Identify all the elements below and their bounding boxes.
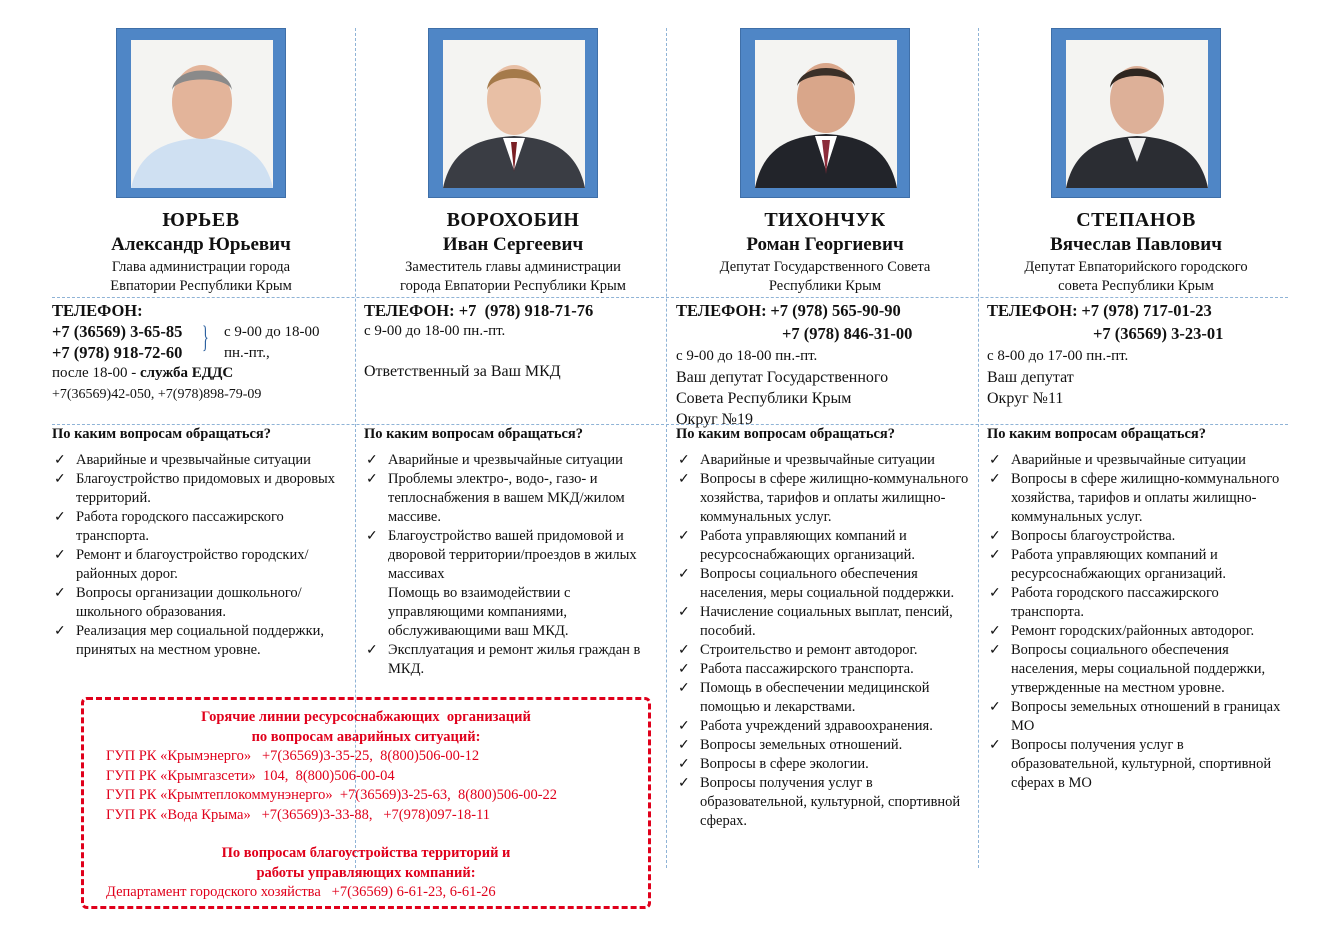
post-line: Глава администрации города	[111, 259, 291, 275]
checkmark-icon: ✓	[678, 643, 690, 658]
checkmark-icon: ✓	[678, 567, 690, 582]
hotline-line: ГУП РК «Крымгазсети» 104, 8(800)506-00-04	[106, 767, 395, 784]
post-line: города Евпатории Республики Крым	[400, 278, 626, 294]
phone-number: +7 (36569) 3-23-01	[1093, 324, 1224, 343]
list-item	[987, 451, 1283, 470]
questions-list	[987, 451, 1283, 793]
questions-heading: По каким вопросам обращаться?	[364, 426, 584, 442]
list-item-text: Помощь в обеспечении медицинской помощью и лекарствами.	[700, 680, 930, 715]
portrait-photo	[428, 28, 598, 198]
list-item	[364, 584, 660, 641]
list-item	[987, 546, 1283, 584]
checkmark-icon: ✓	[678, 719, 690, 734]
list-item-text: Работа управляющих компаний и ресурсоснабжающих организаций.	[700, 528, 916, 563]
person-post	[52, 258, 350, 296]
phone-block	[52, 321, 352, 363]
district-number: Округ №11	[987, 390, 1064, 407]
checkmark-icon: ✓	[54, 510, 66, 525]
phone-line	[987, 323, 1287, 346]
person-surname: ЮРЬЕВ	[162, 209, 240, 231]
phone-line	[676, 323, 976, 346]
questions-heading: По каким вопросам обращаться?	[676, 426, 896, 442]
checkmark-icon: ✓	[678, 453, 690, 468]
phone-label: ТЕЛЕФОН:	[987, 301, 1078, 320]
responsibility-note: Ответственный за Ваш МКД	[364, 363, 561, 380]
list-item-text: Аварийные и чрезвычайные ситуации	[388, 452, 623, 468]
list-item-text: Ремонт городских/районных автодорог.	[1011, 623, 1255, 639]
checkmark-icon: ✓	[989, 738, 1001, 753]
post-line: Республики Крым	[768, 278, 882, 294]
row-divider	[52, 424, 1288, 425]
questions-list	[364, 451, 660, 679]
person-name: Роман Георгиевич	[746, 234, 904, 255]
column-divider	[666, 28, 667, 868]
checkmark-icon: ✓	[54, 624, 66, 639]
list-item	[676, 736, 972, 755]
checkmark-icon: ✓	[678, 529, 690, 544]
checkmark-icon: ✓	[54, 586, 66, 601]
checkmark-icon: ✓	[989, 643, 1001, 658]
list-item-text: Работа пассажирского транспорта.	[700, 661, 914, 677]
checkmark-icon: ✓	[678, 662, 690, 677]
list-item-text: Ремонт и благоустройство городских/районных дорог.	[76, 547, 309, 582]
list-item	[364, 470, 660, 527]
post-line: совета Республики Крым	[1058, 278, 1214, 294]
list-item-text: Работа городского пассажирского транспорта.	[1011, 585, 1219, 620]
row-divider	[52, 297, 1288, 298]
list-item-text: Аварийные и чрезвычайные ситуации	[700, 452, 935, 468]
contact-info	[987, 300, 1287, 409]
hotline-title: Горячие линии ресурсоснабжающих организаций	[201, 709, 531, 725]
list-item	[987, 641, 1283, 698]
checkmark-icon: ✓	[989, 529, 1001, 544]
checkmark-icon: ✓	[366, 472, 378, 487]
post-line: Депутат Государственного Совета	[719, 259, 931, 275]
list-item	[364, 641, 660, 679]
list-item	[987, 527, 1283, 546]
work-hours: с 9-00 до 18-00 пн.-пт.	[676, 348, 818, 364]
checkmark-icon: ✓	[989, 453, 1001, 468]
department-line: Департамент городского хозяйства +7(36569) 6-61-23, 6-61-26	[106, 884, 496, 900]
person-surname: ТИХОНЧУК	[764, 209, 886, 231]
district-number: Округ №19	[676, 411, 753, 428]
phone-line	[987, 300, 1287, 323]
contact-info	[52, 300, 352, 405]
list-item	[987, 584, 1283, 622]
checkmark-icon: ✓	[989, 472, 1001, 487]
list-item-text: Начисление социальных выплат, пенсий, пособий.	[700, 604, 953, 639]
hotline-subtitle: по вопросам аварийных ситуаций:	[251, 728, 481, 745]
checkmark-icon: ✓	[678, 738, 690, 753]
questions-heading: По каким вопросам обращаться?	[52, 426, 272, 442]
list-item-text: Работа учреждений здравоохранения.	[700, 718, 933, 734]
list-item	[52, 584, 348, 622]
list-item	[52, 508, 348, 546]
deputy-note: Ваш депутат	[987, 369, 1074, 386]
checkmark-icon: ✓	[989, 700, 1001, 715]
list-item	[676, 603, 972, 641]
list-item-text: Вопросы организации дошкольного/школьного образования.	[76, 585, 302, 620]
phone-line	[676, 300, 976, 323]
phone-number: +7 (978) 918-72-60	[52, 343, 183, 362]
deputy-note: Совета Республики Крым	[676, 390, 852, 407]
list-item	[52, 546, 348, 584]
list-item-text: Вопросы получения услуг в образовательной, культурной, спортивной сферах.	[700, 775, 961, 829]
person-post	[987, 258, 1285, 296]
list-item-text: Благоустройство придомовых и дворовых территорий.	[76, 471, 336, 506]
list-item-text: Вопросы в сфере жилищно-коммунального хозяйства, тарифов и оплаты жилищно-коммунальных услуг.	[700, 471, 969, 525]
checkmark-icon: ✓	[54, 472, 66, 487]
list-item	[676, 527, 972, 565]
phone-number: +7 (978) 717-01-23	[1081, 301, 1212, 320]
list-item-text: Вопросы в сфере экологии.	[700, 756, 869, 772]
questions-list	[52, 451, 348, 660]
person-name: Иван Сергеевич	[442, 234, 584, 255]
checkmark-icon: ✓	[989, 586, 1001, 601]
checkmark-icon: ✓	[366, 529, 378, 544]
list-item	[676, 660, 972, 679]
phone-number: +7 (978) 565-90-90	[770, 301, 901, 320]
after-hours	[52, 363, 352, 384]
post-line: Депутат Евпаторийского городского	[1024, 259, 1248, 275]
questions-heading: По каким вопросам обращаться?	[987, 426, 1207, 442]
list-item-text: Вопросы получения услуг в образовательной, культурной, спортивной сферах в МО	[1011, 737, 1272, 791]
list-item	[676, 774, 972, 831]
list-item-text: Проблемы электро-, водо-, газо- и теплоснабжения в вашем МКД/жилом массиве.	[388, 471, 625, 525]
checkmark-icon: ✓	[54, 548, 66, 563]
checkmark-icon: ✓	[366, 453, 378, 468]
list-item-text: Строительство и ремонт автодорог.	[700, 642, 918, 658]
list-item-text: Помощь во взаимодействии с управляющими компаниями, обслуживающими ваш МКД.	[388, 585, 571, 639]
checkmark-icon: ✓	[678, 605, 690, 620]
extra-phones: +7(36569)42-050, +7(978)898-79-09	[52, 387, 262, 402]
checkmark-icon: ✓	[678, 757, 690, 772]
list-item	[987, 622, 1283, 641]
list-item-text: Вопросы в сфере жилищно-коммунального хозяйства, тарифов и оплаты жилищно-коммунальных услуг.	[1011, 471, 1280, 525]
post-line: Евпатории Республики Крым	[110, 278, 292, 294]
list-item	[987, 470, 1283, 527]
person-surname: СТЕПАНОВ	[1076, 209, 1196, 231]
list-item	[676, 717, 972, 736]
hotline-box	[81, 697, 651, 909]
contact-info	[364, 300, 664, 382]
list-item-text: Аварийные и чрезвычайные ситуации	[1011, 452, 1246, 468]
list-item-text: Вопросы социального обеспечения населения, меры социальной поддержки, утвержденные на местном уровне.	[1011, 642, 1266, 696]
checkmark-icon: ✓	[989, 548, 1001, 563]
list-item	[987, 736, 1283, 793]
phone-number: +7 (36569) 3-65-85	[52, 322, 183, 341]
person-post	[676, 258, 974, 296]
hotline-line: ГУП РК «Вода Крыма» +7(36569)3-33-88, +7(978)097-18-11	[106, 806, 491, 823]
brace-icon: }	[202, 323, 209, 356]
work-hours: с 8-00 до 17-00 пн.-пт.	[987, 348, 1129, 364]
checkmark-icon: ✓	[989, 624, 1001, 639]
deputy-note: Ваш депутат Государственного	[676, 369, 889, 386]
hotline-line: ГУП РК «Крымэнерго» +7(36569)3-35-25, 8(800)506-00-12	[106, 748, 480, 764]
questions-list	[676, 451, 972, 831]
list-item	[52, 470, 348, 508]
portrait-photo	[116, 28, 286, 198]
hotline-line: ГУП РК «Крымтеплокоммунэнерго» +7(36569)3-25-63, 8(800)506-00-22	[106, 787, 558, 803]
improvement-title: По вопросам благоустройства территорий и	[221, 845, 511, 861]
work-days: пн.-пт.,	[224, 345, 270, 361]
checkmark-icon: ✓	[678, 681, 690, 696]
phone-number: +7 (978) 846-31-00	[782, 324, 913, 343]
phone-line: ТЕЛЕФОН: +7 (978) 918-71-76	[364, 301, 594, 320]
portrait-photo	[1051, 28, 1221, 198]
person-post	[364, 258, 662, 296]
list-item	[52, 451, 348, 470]
column-divider	[978, 28, 979, 868]
work-hours: с 9-00 до 18-00 пн.-пт.	[364, 323, 506, 339]
checkmark-icon: ✓	[54, 453, 66, 468]
list-item	[52, 622, 348, 660]
list-item	[676, 641, 972, 660]
work-hours: с 9-00 до 18-00	[224, 324, 320, 340]
list-item-text: Реализация мер социальной поддержки, принятых на местном уровне.	[76, 623, 325, 658]
list-item-text: Вопросы земельных отношений в границах МО	[1011, 699, 1281, 734]
list-item	[676, 451, 972, 470]
person-surname: ВОРОХОБИН	[446, 209, 580, 231]
list-item	[676, 679, 972, 717]
person-name: Вячеслав Павлович	[1050, 234, 1222, 255]
list-item-text: Вопросы благоустройства.	[1011, 528, 1176, 544]
improvement-subtitle: работы управляющих компаний:	[256, 864, 476, 881]
list-item-text: Вопросы социального обеспечения населения, меры социальной поддержки.	[700, 566, 955, 601]
list-item-text: Работа управляющих компаний и ресурсоснабжающих организаций.	[1011, 547, 1227, 582]
list-item	[676, 565, 972, 603]
list-item-text: Вопросы земельных отношений.	[700, 737, 903, 753]
list-item	[987, 698, 1283, 736]
phone-label: ТЕЛЕФОН:	[676, 301, 767, 320]
post-line: Заместитель главы администрации	[405, 259, 621, 275]
checkmark-icon: ✓	[678, 776, 690, 791]
after-hours-service: служба ЕДДС	[139, 365, 234, 381]
phone-label: ТЕЛЕФОН:	[52, 301, 143, 320]
after-hours-prefix: после 18-00 -	[52, 365, 140, 381]
person-name: Александр Юрьевич	[111, 234, 291, 255]
list-item	[676, 755, 972, 774]
checkmark-icon: ✓	[366, 643, 378, 658]
list-item-text: Благоустройство вашей придомовой и дворовой территории/проездов в жилых массивах	[388, 528, 637, 582]
list-item-text: Работа городского пассажирского транспорта.	[76, 509, 284, 544]
list-item	[364, 527, 660, 584]
list-item	[676, 470, 972, 527]
contact-info	[676, 300, 976, 430]
portrait-photo	[740, 28, 910, 198]
list-item-text: Эксплуатация и ремонт жилья граждан в МКД.	[388, 642, 641, 677]
list-item-text: Аварийные и чрезвычайные ситуации	[76, 452, 311, 468]
checkmark-icon: ✓	[678, 472, 690, 487]
list-item	[364, 451, 660, 470]
